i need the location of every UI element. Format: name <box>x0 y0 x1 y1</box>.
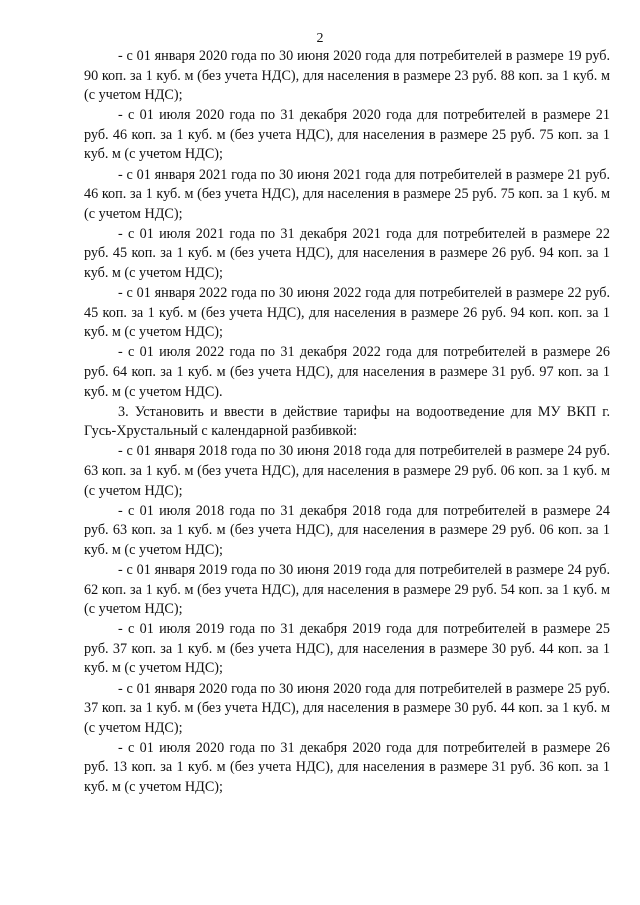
tariff-paragraph: - с 01 июля 2019 года по 31 декабря 2019 года для потребителей в размере 25 руб. 37 коп. за 1 куб. м (без учета НДС), для населения в размере 30 руб. 44 коп. за 1 куб. м (с учетом НДС); <box>84 621 610 677</box>
tariff-paragraph: - с 01 января 2018 года по 30 июня 2018 года для потребителей в размере 24 руб. 63 коп. за 1 куб. м (без учета НДС), для населения в размере 29 руб. 06 коп. за 1 куб. м (с учетом НДС); <box>84 443 610 499</box>
tariff-paragraph: - с 01 января 2020 года по 30 июня 2020 года для потребителей в размере 19 руб. 90 коп. за 1 куб. м (без учета НДС), для населения в размере 23 руб. 88 коп. за 1 куб. м (с учетом НДС); <box>84 48 610 104</box>
tariff-paragraph: - с 01 января 2021 года по 30 июня 2021 года для потребителей в размере 21 руб. 46 коп. за 1 куб. м (без учета НДС), для населения в размере 25 руб. 75 коп. за 1 куб. м (с учетом НДС); <box>84 166 610 222</box>
tariff-paragraph: - с 01 января 2020 года по 30 июня 2020 года для потребителей в размере 25 руб. 37 коп. за 1 куб. м (без учета НДС), для населения в размере 30 руб. 44 коп. за 1 куб. м (с учетом НДС); <box>84 680 610 736</box>
tariff-paragraph: - с 01 июля 2018 года по 31 декабря 2018 года для потребителей в размере 24 руб. 63 коп. за 1 куб. м (без учета НДС), для населения в размере 29 руб. 06 коп. за 1 куб. м (с учетом НДС); <box>84 502 610 558</box>
page-number: 2 <box>316 31 324 46</box>
tariff-paragraph: - с 01 июля 2022 года по 31 декабря 2022 года для потребителей в размере 26 руб. 64 коп. за 1 куб. м (без учета НДС), для населения в размере 31 руб. 97 коп. за 1 куб. м (с учетом НДС). <box>84 344 610 400</box>
tariff-paragraph: - с 01 июля 2021 года по 31 декабря 2021 года для потребителей в размере 22 руб. 45 коп. за 1 куб. м (без учета НДС), для населения в размере 26 руб. 94 коп. за 1 куб. м (с учетом НДС); <box>84 225 610 282</box>
tariff-paragraph: - с 01 января 2019 года по 30 июня 2019 года для потребителей в размере 24 руб. 62 коп. за 1 куб. м (без учета НДС), для населения в размере 29 руб. 54 коп. за 1 куб. м (с учетом НДС); <box>84 561 610 618</box>
section-heading-paragraph: 3. Установить и ввести в действие тарифы на водоотведение для МУ ВКП г. Гусь-Хрустальный с календарной разбивкой: <box>84 403 610 440</box>
document-body <box>84 47 610 798</box>
tariff-paragraph: - с 01 июля 2020 года по 31 декабря 2020 года для потребителей в размере 21 руб. 46 коп. за 1 куб. м (без учета НДС), для населения в размере 25 руб. 75 коп. за 1 куб. м (с учетом НДС); <box>84 107 610 163</box>
tariff-paragraph: - с 01 июля 2020 года по 31 декабря 2020 года для потребителей в размере 26 руб. 13 коп. за 1 куб. м (без учета НДС), для населения в размере 31 руб. 36 коп. за 1 куб. м (с учетом НДС); <box>84 739 610 795</box>
tariff-paragraph: - с 01 января 2022 года по 30 июня 2022 года для потребителей в размере 22 руб. 45 коп. за 1 куб. м (без учета НДС), для населения в размере 26 руб. 94 коп. коп. за 1 куб. м (с учетом НДС); <box>84 285 610 341</box>
